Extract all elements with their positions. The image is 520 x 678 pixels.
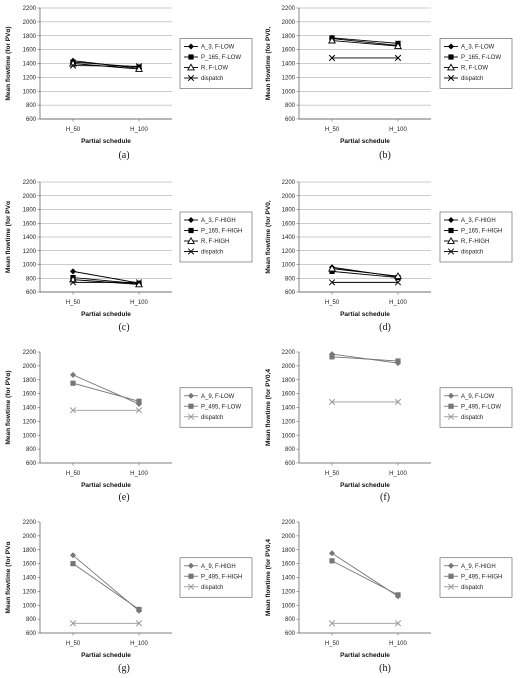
panel-caption: (g) — [118, 663, 130, 674]
y-tick-label: 600 — [284, 290, 295, 296]
legend-entry: dispatch — [461, 584, 484, 591]
y-tick-label: 1000 — [22, 603, 36, 610]
x-axis-label: Partial schedule — [81, 311, 131, 318]
x-tick-label: H_50 — [65, 300, 81, 306]
legend — [440, 558, 512, 598]
x-tick-label: H_50 — [65, 127, 81, 133]
y-tick-label: 1600 — [22, 391, 36, 398]
legend-entry: R, F-LOW — [201, 65, 228, 72]
legend — [440, 39, 512, 89]
data-point — [70, 561, 75, 566]
y-tick-label: 800 — [284, 276, 295, 283]
legend-entry: R, F-HIGH — [461, 239, 490, 245]
y-tick-label: 2200 — [22, 350, 36, 356]
y-tick-label: 600 — [25, 290, 36, 296]
y-tick-label: 2000 — [281, 193, 295, 200]
legend-marker — [188, 228, 193, 233]
legend-marker — [188, 404, 193, 409]
data-point — [70, 381, 75, 386]
data-point — [136, 607, 141, 612]
legend — [440, 388, 512, 428]
y-tick-label: 1000 — [281, 262, 295, 269]
y-tick-label: 1800 — [22, 33, 36, 40]
y-tick-label: 1200 — [22, 589, 36, 596]
x-tick-label: H_100 — [130, 641, 148, 647]
x-axis-label: Partial schedule — [340, 138, 390, 145]
x-axis-label: Partial schedule — [340, 482, 390, 489]
y-tick-label: 1200 — [22, 419, 36, 426]
panel-caption: (d) — [379, 322, 391, 333]
data-point — [395, 358, 400, 363]
y-tick-label: 2000 — [281, 19, 295, 26]
x-tick-label: H_100 — [389, 300, 407, 306]
panel-caption: (h) — [379, 663, 391, 674]
legend-entry: R, F-HIGH — [201, 239, 230, 245]
legend-entry: A_9, F-HIGH — [461, 563, 496, 570]
y-tick-label: 1800 — [22, 377, 36, 384]
chart-panel-f — [265, 350, 512, 503]
y-tick-label: 800 — [284, 103, 295, 110]
x-tick-label: H_50 — [65, 471, 81, 477]
chart-panel-c — [5, 180, 252, 333]
legend-entry: P_165, F-HIGH — [201, 228, 243, 235]
y-tick-label: 2000 — [22, 19, 36, 26]
series-line — [332, 357, 398, 361]
legend-entry: A_3, F-HIGH — [201, 218, 236, 224]
y-tick-label: 2200 — [22, 180, 36, 186]
series-line — [73, 66, 139, 67]
data-point — [70, 268, 76, 274]
y-axis-label: Mean flowtime (for PV0, — [265, 26, 272, 101]
y-axis-label: Mean flowtime (for PV0, — [265, 200, 272, 274]
legend-entry: P_495, F-LOW — [201, 404, 242, 411]
y-tick-label: 2000 — [22, 193, 36, 200]
y-tick-label: 800 — [25, 103, 36, 110]
y-tick-label: 1600 — [281, 391, 295, 398]
legend-entry: A_9, F-LOW — [201, 393, 235, 400]
legend — [440, 212, 512, 262]
y-tick-label: 1400 — [281, 575, 295, 582]
x-tick-label: H_50 — [324, 641, 340, 647]
data-point — [70, 372, 76, 378]
panel-caption: (f) — [380, 492, 390, 503]
data-point — [395, 592, 400, 597]
legend-entry: P_165, F-LOW — [461, 55, 502, 61]
chart-panel-h — [265, 520, 512, 674]
panel-caption: (a) — [118, 150, 130, 161]
legend-entry: dispatch — [201, 414, 224, 421]
data-point — [329, 558, 334, 563]
y-tick-label: 2200 — [281, 520, 295, 526]
legend-entry: P_165, F-LOW — [201, 55, 242, 61]
series-line — [73, 383, 139, 401]
y-tick-label: 1400 — [281, 405, 295, 412]
y-tick-label: 1800 — [281, 207, 295, 214]
x-axis-label: Partial schedule — [81, 138, 131, 145]
y-tick-label: 1600 — [281, 221, 295, 228]
legend-entry: A_3, F-LOW — [201, 44, 235, 51]
y-tick-label: 2200 — [22, 6, 36, 12]
y-axis-label: Mean flowtime (for PV0,4 — [265, 369, 272, 446]
legend — [180, 39, 252, 89]
y-tick-label: 2200 — [281, 6, 295, 12]
y-tick-label: 1000 — [22, 262, 36, 269]
legend-marker — [448, 574, 453, 579]
y-tick-label: 1200 — [281, 248, 295, 255]
chart-panel-e — [5, 350, 252, 503]
x-tick-label: H_50 — [324, 127, 340, 133]
y-tick-label: 1400 — [22, 235, 36, 241]
y-tick-label: 1400 — [281, 61, 295, 68]
x-tick-label: H_100 — [389, 127, 407, 133]
panel-caption: (c) — [118, 322, 130, 333]
x-tick-label: H_100 — [130, 471, 148, 477]
panel-caption: (e) — [118, 492, 130, 503]
legend-entry: P_495, F-HIGH — [201, 574, 243, 581]
series-line — [73, 375, 139, 404]
y-tick-label: 800 — [284, 617, 295, 624]
x-tick-label: H_50 — [324, 471, 340, 477]
y-tick-label: 1000 — [22, 89, 36, 96]
y-tick-label: 2000 — [22, 363, 36, 370]
y-tick-label: 2200 — [22, 520, 36, 526]
y-tick-label: 2000 — [281, 533, 295, 540]
y-tick-label: 1400 — [22, 61, 36, 68]
series-line — [332, 38, 398, 44]
legend-entry: P_495, F-LOW — [461, 404, 502, 411]
x-axis-label: Partial schedule — [340, 652, 390, 659]
series-line — [332, 561, 398, 595]
y-axis-label: Mean flowtime (for PVα) — [5, 26, 12, 101]
y-tick-label: 1200 — [22, 75, 36, 82]
chart-panel-d — [265, 180, 512, 333]
y-tick-label: 1000 — [281, 433, 295, 440]
legend-marker — [448, 228, 453, 233]
legend — [180, 212, 252, 262]
legend-entry: P_495, F-HIGH — [461, 574, 503, 581]
x-axis-label: Partial schedule — [81, 652, 131, 659]
y-tick-label: 1800 — [281, 33, 295, 40]
y-tick-label: 1200 — [281, 75, 295, 82]
y-tick-label: 600 — [25, 461, 36, 467]
y-tick-label: 1200 — [281, 419, 295, 426]
legend-entry: dispatch — [201, 76, 224, 82]
y-tick-label: 800 — [25, 276, 36, 283]
series-line — [73, 564, 139, 610]
legend-marker — [188, 574, 193, 579]
y-tick-label: 1800 — [281, 377, 295, 384]
chart-panel-g — [5, 520, 252, 674]
y-tick-label: 1200 — [22, 248, 36, 255]
x-tick-label: H_100 — [389, 641, 407, 647]
y-tick-label: 1800 — [22, 207, 36, 214]
y-tick-label: 1200 — [281, 589, 295, 596]
legend-entry: dispatch — [461, 249, 484, 256]
y-tick-label: 1600 — [281, 47, 295, 54]
y-tick-label: 600 — [284, 461, 295, 467]
y-tick-label: 2000 — [22, 533, 36, 540]
y-tick-label: 1800 — [281, 547, 295, 554]
x-tick-label: H_100 — [389, 471, 407, 477]
y-tick-label: 1000 — [281, 603, 295, 610]
data-point — [136, 399, 141, 404]
y-axis-label: Mean flowtime (for PVα) — [5, 370, 12, 445]
y-tick-label: 1000 — [281, 89, 295, 96]
y-tick-label: 2200 — [281, 350, 295, 356]
legend-marker — [448, 54, 453, 59]
x-axis-label: Partial schedule — [340, 311, 390, 318]
panel-caption: (b) — [379, 150, 391, 161]
data-point — [329, 550, 335, 556]
y-axis-label: Mean flowtime (for PVα — [5, 541, 12, 614]
legend-entry: R, F-LOW — [461, 65, 488, 72]
y-axis-label: Mean flowtime (for PVα — [5, 201, 12, 273]
legend — [180, 558, 252, 598]
legend — [180, 388, 252, 428]
y-tick-label: 1400 — [281, 235, 295, 241]
data-point — [329, 354, 334, 359]
x-tick-label: H_50 — [65, 641, 81, 647]
x-tick-label: H_100 — [130, 127, 148, 133]
y-tick-label: 600 — [284, 631, 295, 637]
legend-marker — [448, 404, 453, 409]
legend-entry: A_3, F-HIGH — [461, 218, 496, 224]
x-tick-label: H_100 — [130, 300, 148, 306]
chart-panel-a — [5, 6, 252, 161]
chart-panel-b — [265, 6, 512, 161]
y-tick-label: 600 — [25, 117, 36, 123]
y-tick-label: 800 — [284, 447, 295, 454]
legend-entry: A_9, F-HIGH — [201, 563, 236, 570]
y-tick-label: 1600 — [22, 47, 36, 54]
legend-entry: dispatch — [461, 76, 484, 82]
y-tick-label: 2000 — [281, 363, 295, 370]
y-tick-label: 2200 — [281, 180, 295, 186]
series-line — [73, 271, 139, 283]
y-axis-label: Mean flowtime (for PV0,4 — [265, 539, 272, 616]
x-tick-label: H_50 — [324, 300, 340, 306]
y-tick-label: 1800 — [22, 547, 36, 554]
y-tick-label: 600 — [284, 117, 295, 123]
y-tick-label: 1400 — [22, 405, 36, 412]
legend-entry: A_9, F-LOW — [461, 393, 495, 400]
series-line — [332, 39, 398, 46]
legend-entry: dispatch — [461, 414, 484, 421]
y-tick-label: 1000 — [22, 433, 36, 440]
y-tick-label: 600 — [25, 631, 36, 637]
y-tick-label: 1600 — [22, 221, 36, 228]
y-tick-label: 1400 — [22, 575, 36, 582]
y-tick-label: 1600 — [281, 561, 295, 568]
data-point — [329, 265, 335, 271]
legend-entry: dispatch — [201, 584, 224, 591]
series-line — [332, 41, 398, 47]
legend-entry: P_165, F-HIGH — [461, 228, 503, 235]
y-tick-label: 1600 — [22, 561, 36, 568]
y-tick-label: 800 — [25, 617, 36, 624]
legend-entry: A_3, F-LOW — [461, 44, 495, 51]
y-tick-label: 800 — [25, 447, 36, 454]
legend-marker — [188, 54, 193, 59]
x-axis-label: Partial schedule — [81, 482, 131, 489]
legend-entry: dispatch — [201, 249, 224, 256]
